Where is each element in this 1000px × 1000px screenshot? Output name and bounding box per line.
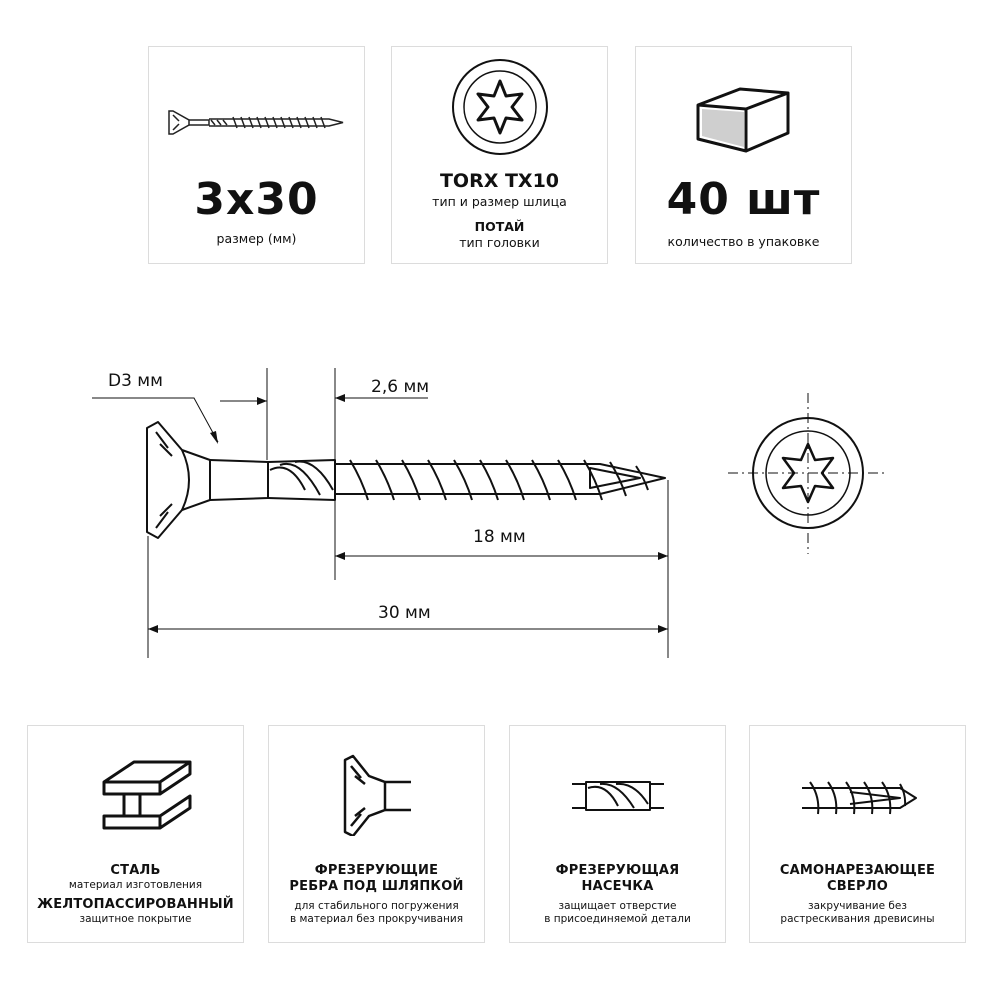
feature-card-steel bbox=[27, 725, 244, 943]
diameter-label: D3 мм bbox=[108, 371, 163, 391]
feature-ribs-caption: для стабильного погружения в материал без прокручивания bbox=[289, 900, 464, 925]
head-value: ПОТАЙ bbox=[474, 219, 525, 234]
torx-value: TORX TX10 bbox=[439, 170, 560, 192]
size-card bbox=[148, 46, 365, 264]
feature-coating-caption: защитное покрытие bbox=[79, 913, 192, 925]
torx-icon bbox=[392, 47, 609, 157]
screw-icon bbox=[149, 87, 366, 157]
feature-steel-caption: материал изготовления bbox=[68, 879, 203, 891]
head-ribs-icon bbox=[269, 726, 486, 836]
drill-tip-icon bbox=[750, 726, 967, 836]
torx-caption: тип и размер шлица bbox=[432, 194, 567, 209]
feature-card-ribs bbox=[268, 725, 485, 943]
qty-card bbox=[635, 46, 852, 264]
feature-card-knurl bbox=[509, 725, 726, 943]
torx-card bbox=[391, 46, 608, 264]
thread-length-label: 18 мм bbox=[473, 527, 526, 547]
qty-caption: количество в упаковке bbox=[667, 234, 820, 249]
qty-value: 40 шт bbox=[666, 174, 821, 225]
box-icon bbox=[636, 47, 853, 157]
feature-ribs-title: ФРЕЗЕРУЮЩИЕ РЕБРА ПОД ШЛЯПКОЙ bbox=[289, 863, 464, 894]
feature-drill-caption: закручивание без растрескивания древисины bbox=[780, 900, 935, 925]
head-caption: тип головки bbox=[459, 235, 540, 250]
feature-steel-title: СТАЛЬ bbox=[110, 863, 161, 878]
feature-coating-title: ЖЕЛТОПАССИРОВАННЫЙ bbox=[37, 897, 234, 912]
feature-drill-title: САМОНАРЕЗАЮЩЕЕ СВЕРЛО bbox=[779, 863, 936, 894]
feature-card-drill bbox=[749, 725, 966, 943]
size-caption: размер (мм) bbox=[216, 231, 297, 246]
i-beam-icon bbox=[28, 726, 245, 836]
pitch-label: 2,6 мм bbox=[371, 377, 430, 397]
size-value: 3x30 bbox=[194, 174, 319, 225]
feature-knurl-caption: защищает отверстие в присоединяемой детали bbox=[544, 900, 691, 925]
feature-knurl-title: ФРЕЗЕРУЮЩАЯ НАСЕЧКА bbox=[555, 863, 680, 894]
knurl-icon bbox=[510, 726, 727, 836]
screw-drawing bbox=[0, 340, 1000, 670]
total-length-label: 30 мм bbox=[378, 603, 431, 623]
